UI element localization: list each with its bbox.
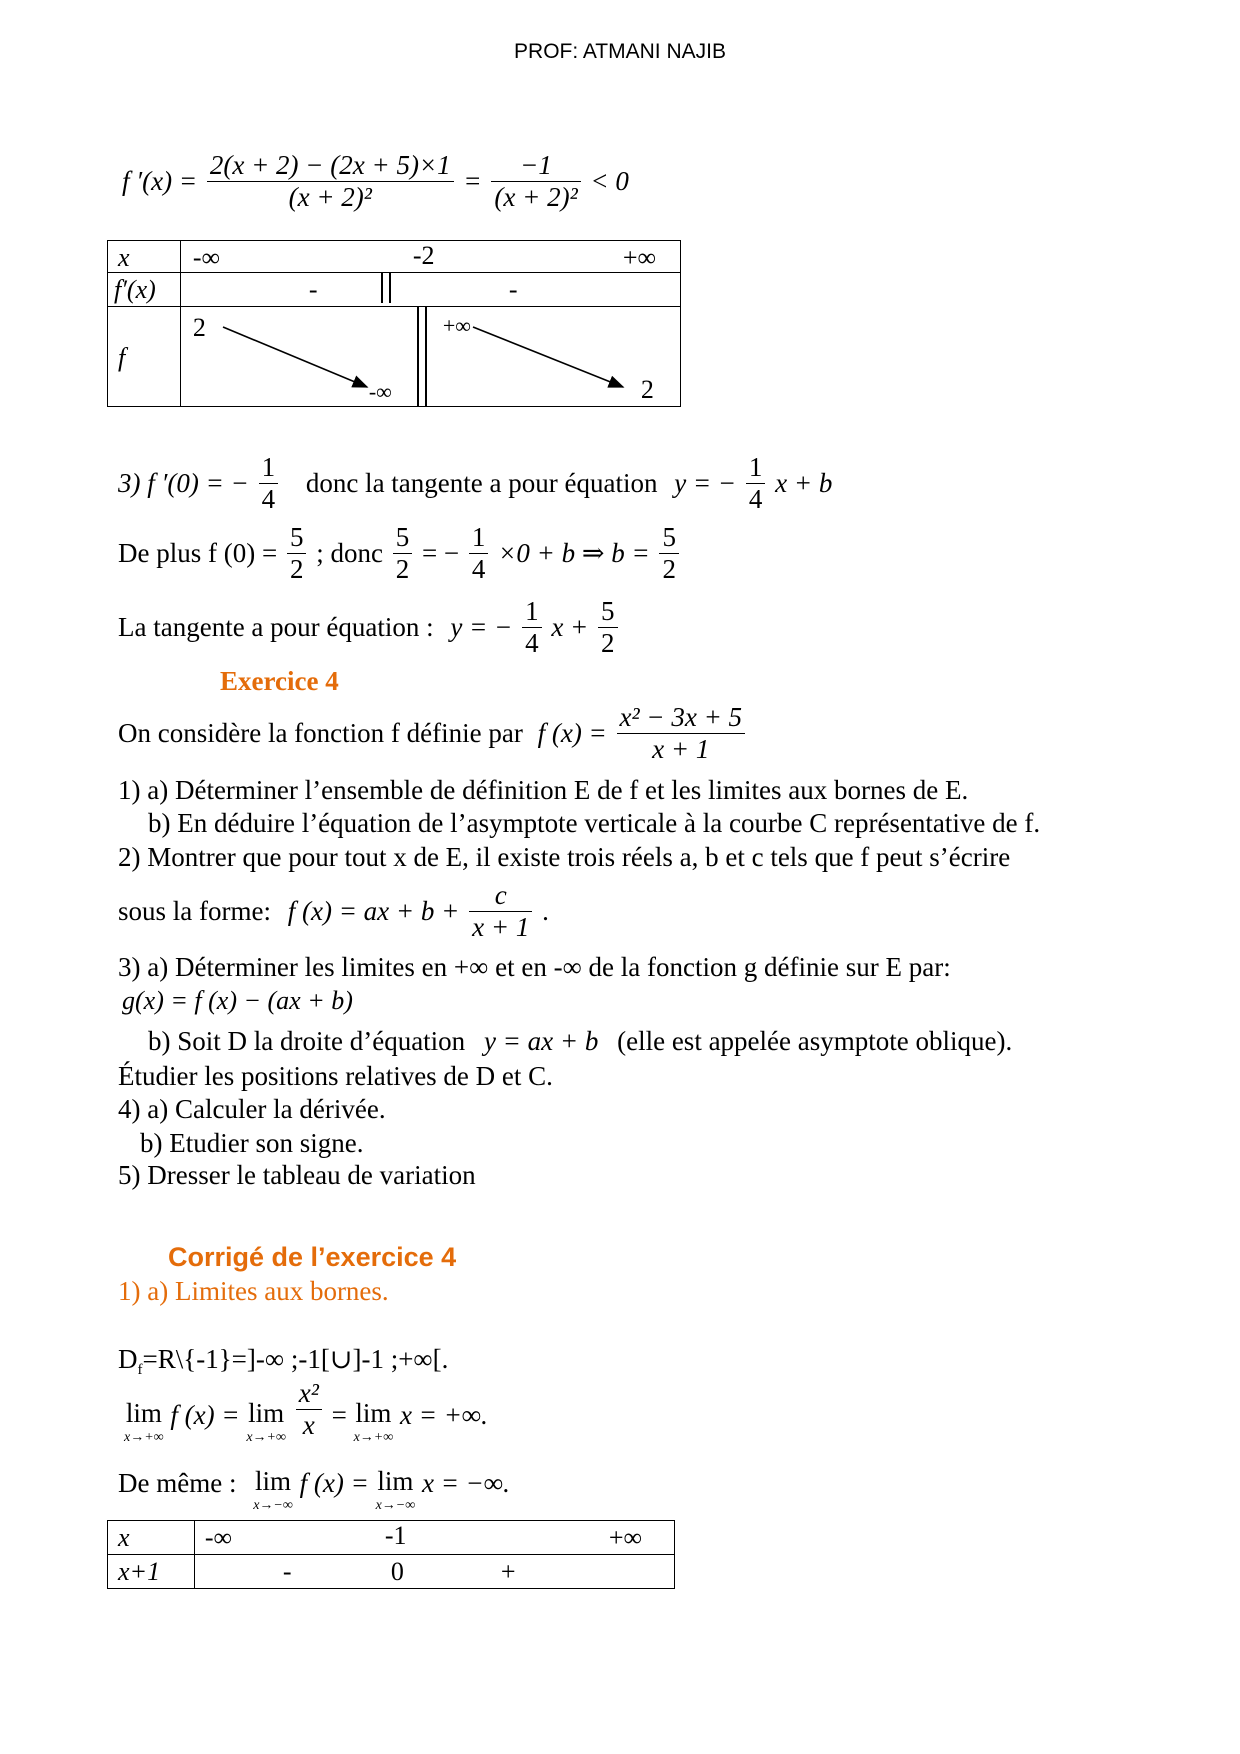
- derivative-numerator-2: −1: [491, 150, 580, 182]
- table2-x-minus-inf: -∞: [204, 1523, 233, 1552]
- table1-f-right-bottom: 2: [640, 375, 654, 404]
- q3-line2-f2-den: 2: [395, 554, 410, 585]
- correction-lim5: [376, 1468, 416, 1513]
- q3-tangent-eq-prefix: y = −: [674, 468, 737, 499]
- correction-domain-sub: f: [137, 1362, 143, 1378]
- table2-x-plus-inf: +∞: [608, 1523, 643, 1552]
- sign-table-2: [107, 1520, 675, 1589]
- q3-fraction-2-num: 1: [746, 452, 766, 484]
- table2-row-x: [108, 1521, 675, 1555]
- correction-line2-prefix: De même :: [118, 1468, 237, 1498]
- derivative-tail: < 0: [590, 166, 629, 197]
- correction-domain-rest: =R\{-1}=]-∞ ;-1[∪]-1 ;+∞[.: [142, 1344, 449, 1374]
- correction-lim4-word: lim: [255, 1466, 292, 1496]
- q3-tangent-eq-suffix: x + b: [775, 468, 833, 499]
- q3-line2-f2-num: 5: [393, 522, 413, 554]
- correction-lim2-word: lim: [248, 1398, 285, 1428]
- q3-fraction-1-num: 1: [259, 452, 279, 484]
- exercise4-q2-form-num: c: [469, 880, 532, 912]
- q3-line2-f3-num: 1: [469, 522, 489, 554]
- correction-lim5-tail: x = −∞.: [421, 1468, 510, 1498]
- exercise4-q2-form: [118, 880, 549, 943]
- correction-title: Corrigé de l’exercice 4: [168, 1242, 457, 1272]
- q3-line2-fraction-3: [469, 522, 489, 585]
- q3-line2-tail: ×0 + b ⇒ b =: [498, 538, 650, 569]
- table1-arrows: [181, 307, 681, 407]
- exercise4-q4b: b) Etudier son signe.: [140, 1128, 364, 1158]
- table1-x-minus-inf: -∞: [192, 243, 221, 272]
- exercise4-intro: [118, 702, 748, 765]
- q3-line3-eq-prefix: y = −: [450, 612, 513, 643]
- table1-x-mid: -2: [412, 241, 435, 270]
- q3-line3-f1-den: 4: [525, 628, 539, 659]
- correction-lim1: [124, 1400, 164, 1445]
- correction-lim3-sub: x→+∞: [353, 1430, 394, 1445]
- table2-sign-minus: -: [282, 1557, 292, 1586]
- correction-lim3: [354, 1400, 394, 1445]
- correction-lim3-word: lim: [355, 1398, 392, 1428]
- exercise4-q3b-line2: Étudier les positions relatives de D et C.: [118, 1061, 553, 1091]
- table1-x-plus-inf: +∞: [622, 243, 657, 272]
- table1-sign-left: -: [308, 275, 318, 304]
- q3-line-3: [118, 596, 621, 659]
- q3-line2-mid: ; donc: [316, 538, 383, 569]
- exercise4-q2-form-dot: .: [542, 896, 549, 927]
- derivative-denominator-2: (x + 2)²: [494, 182, 578, 213]
- exercise4-q4a: 4) a) Calculer la dérivée.: [118, 1094, 386, 1124]
- correction-lim2-num: x²: [296, 1378, 322, 1410]
- table1-f-right-top: +∞: [442, 313, 471, 338]
- correction-lim4-f: f (x) =: [299, 1468, 369, 1498]
- q3-line2-f4-num: 5: [659, 522, 679, 554]
- q3-line3-text: La tangente a pour équation :: [118, 612, 434, 643]
- exercise4-q3a-formula: g(x) = f (x) − (ax + b): [122, 986, 353, 1015]
- table2-sign-plus: +: [500, 1557, 516, 1586]
- exercise4-q2-form-text: sous la forme:: [118, 896, 271, 927]
- derivative-denominator-1: (x + 2)²: [288, 182, 372, 213]
- correction-lim4: [253, 1468, 293, 1513]
- correction-lim2-den: x: [302, 1410, 315, 1441]
- table1-f-label: f: [118, 343, 126, 372]
- correction-lim5-sub: x→−∞: [375, 1498, 416, 1513]
- exercise4-q3a: 3) a) Déterminer les limites en +∞ et en -∞ de la fonction g définie sur E par:: [118, 952, 951, 982]
- derivative-fraction-1: [207, 150, 454, 213]
- table1-sign-right: -: [508, 275, 518, 304]
- exercise4-q5: 5) Dresser le tableau de variation: [118, 1160, 476, 1190]
- q3-line-2: [118, 522, 682, 585]
- exercise4-q2-form-lhs: f (x) = ax + b +: [287, 896, 460, 927]
- q3-tangent-text: donc la tangente a pour équation: [305, 468, 658, 499]
- table2-x-mid: -1: [384, 1521, 407, 1550]
- correction-lim1-sub: x→+∞: [124, 1430, 164, 1445]
- correction-domain-D: D: [118, 1344, 138, 1374]
- q3-line3-f1-num: 1: [522, 596, 542, 628]
- exercise4-q2: 2) Montrer que pour tout x de E, il existe trois réels a, b et c tels que f peut s’écrire: [118, 842, 1011, 872]
- q3-fraction-2: [746, 452, 766, 515]
- variation-table-1: [107, 240, 681, 407]
- q3-line3-fraction-1: [522, 596, 542, 659]
- table2-row-x1: [108, 1555, 675, 1589]
- q3-line3-mid: x +: [551, 612, 589, 643]
- q3-fraction-1: [259, 452, 279, 515]
- table1-decreasing-arrow-right: [473, 327, 623, 387]
- q3-line3-f2-num: 5: [598, 596, 618, 628]
- correction-domain: [118, 1344, 448, 1379]
- table2-x-label: x: [118, 1523, 130, 1552]
- exercise4-intro-num: x² − 3x + 5: [617, 702, 746, 734]
- correction-lim2-sub: x→+∞: [246, 1430, 286, 1445]
- exercise4-intro-fraction: [617, 702, 746, 765]
- q3-line-1: [118, 452, 832, 515]
- correction-lim1-word: lim: [125, 1398, 162, 1428]
- table1-row-x: [108, 241, 681, 273]
- table1-f-left-bottom: -∞: [368, 379, 392, 404]
- table1-fprime-label: f′(x): [114, 275, 156, 304]
- correction-lim4-sub: x→−∞: [253, 1498, 293, 1513]
- q3-line2-f1-num: 5: [287, 522, 307, 554]
- table1-double-bar-top: [381, 273, 391, 303]
- derivative-fraction-2: [491, 150, 580, 213]
- q3-fraction-1-den: 4: [261, 484, 276, 515]
- page-header: PROF: ATMANI NAJIB: [514, 40, 726, 63]
- derivative-formula: [122, 150, 629, 213]
- exercise4-intro-den: x + 1: [652, 734, 710, 765]
- q3-line3-fraction-2: [598, 596, 618, 659]
- exercise4-q1b: b) En déduire l’équation de l’asymptote verticale à la courbe C représentative de f.: [148, 808, 1041, 838]
- derivative-equals: =: [463, 166, 482, 197]
- q3-fraction-2-den: 4: [748, 484, 763, 515]
- exercise4-q2-form-fraction: [469, 880, 532, 943]
- table1-row-fprime: [108, 273, 681, 307]
- correction-lim3-tail: x = +∞.: [399, 1400, 488, 1430]
- table1-x-label: x: [118, 243, 130, 272]
- correction-lim2-fraction: [296, 1378, 322, 1441]
- exercise4-q3b: [148, 1026, 1012, 1057]
- exercise4-q2-form-den: x + 1: [472, 912, 530, 943]
- exercise4-intro-lhs: f (x) =: [537, 718, 607, 749]
- q3-line2-f3-den: 4: [471, 554, 486, 585]
- q3-line2-eq: = −: [421, 538, 460, 569]
- exercise4-title: Exercice 4: [220, 666, 339, 696]
- exercise4-q1a: 1) a) Déterminer l’ensemble de définition E de f et les limites aux bornes de E.: [118, 775, 969, 805]
- q3-line2-prefix: De plus f (0) =: [118, 538, 278, 569]
- correction-subtitle: 1) a) Limites aux bornes.: [118, 1276, 389, 1306]
- correction-lim1-f: f (x) =: [170, 1400, 240, 1430]
- derivative-numerator-1: 2(x + 2) − (2x + 5)×1: [207, 150, 454, 182]
- derivative-lhs: f ′(x) =: [122, 166, 198, 197]
- table1-decreasing-arrow-left: [223, 327, 367, 387]
- table1-row-f: [108, 307, 681, 407]
- exercise4-q3b-eq: y = ax + b: [483, 1026, 599, 1056]
- table2-x1-label: x+1: [118, 1557, 161, 1586]
- q3-line2-fraction-1: [287, 522, 307, 585]
- correction-limit-plus: [124, 1378, 488, 1445]
- correction-lim5-word: lim: [377, 1466, 414, 1496]
- exercise4-intro-text: On considère la fonction f définie par: [118, 718, 523, 749]
- q3-line2-f4-den: 2: [662, 554, 676, 585]
- table2-zero: 0: [390, 1557, 404, 1586]
- q3-line3-f2-den: 2: [601, 628, 615, 659]
- q3-line2-f1-den: 2: [289, 554, 304, 585]
- correction-lim2: [246, 1400, 286, 1445]
- correction-limit-minus: [118, 1468, 510, 1513]
- exercise4-q3b-suffix: (elle est appelée asymptote oblique).: [617, 1026, 1013, 1056]
- exercise4-q3b-prefix: b) Soit D la droite d’équation: [148, 1026, 466, 1056]
- q3-fprime-prefix: 3) f ′(0) = −: [118, 468, 249, 499]
- correction-lim2-eq: =: [331, 1400, 347, 1430]
- q3-line2-fraction-4: [659, 522, 679, 585]
- q3-line2-fraction-2: [393, 522, 413, 585]
- table1-f-left-top: 2: [192, 313, 206, 342]
